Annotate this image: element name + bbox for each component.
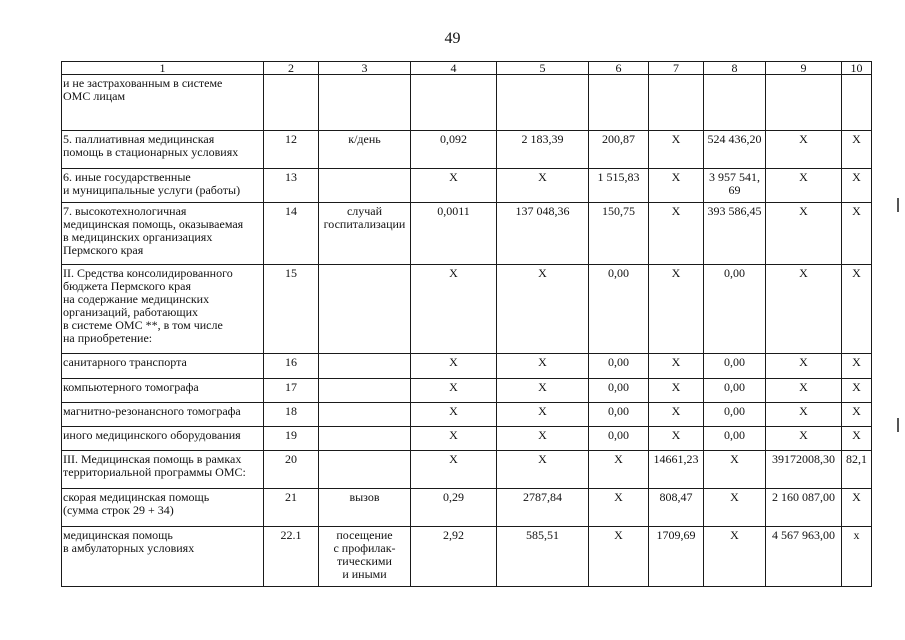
table-cell: 150,75: [589, 203, 649, 265]
table-cell: [319, 379, 411, 403]
table-cell: X: [411, 427, 497, 451]
table-cell: 21: [264, 489, 319, 527]
table-row: [62, 527, 872, 587]
table-cell: [319, 403, 411, 427]
table-cell: X: [842, 379, 872, 403]
column-header-2: 2: [264, 62, 319, 75]
table-cell: X: [411, 403, 497, 427]
table-cell: [319, 265, 411, 354]
table-row: [62, 203, 872, 265]
table-cell: [766, 75, 842, 131]
table-cell: X: [649, 265, 704, 354]
table-cell: [319, 354, 411, 379]
table-cell: 137 048,36: [497, 203, 589, 265]
table-cell: X: [649, 403, 704, 427]
table-cell: 82,1: [842, 451, 872, 489]
table-cell: X: [766, 403, 842, 427]
row-label-cell: иного медицинского оборудования: [62, 427, 264, 451]
column-header-9: 9: [766, 62, 842, 75]
table-cell: 585,51: [497, 527, 589, 587]
table-row: [62, 131, 872, 169]
row-label-cell: 6. иные государственные и муниципальные услуги (работы): [62, 169, 264, 203]
table-cell: [411, 75, 497, 131]
row-label-cell: магнитно-резонансного томографа: [62, 403, 264, 427]
table-cell: X: [649, 203, 704, 265]
table-cell: X: [649, 169, 704, 203]
table-cell: [497, 75, 589, 131]
table-cell: 0,00: [589, 427, 649, 451]
table-row: [62, 427, 872, 451]
table-cell: X: [589, 451, 649, 489]
table-cell: 2 183,39: [497, 131, 589, 169]
table-cell: X: [649, 354, 704, 379]
table-cell: X: [766, 354, 842, 379]
column-header-5: 5: [497, 62, 589, 75]
table-cell: X: [842, 354, 872, 379]
table-cell: X: [842, 403, 872, 427]
table-cell: x: [842, 527, 872, 587]
table-cell: вызов: [319, 489, 411, 527]
row-label-cell: компьютерного томографа: [62, 379, 264, 403]
row-label-cell: 7. высокотехнологичная медицинская помощь, оказываемая в медицинских организациях Пермского края: [62, 203, 264, 265]
table-cell: 0,092: [411, 131, 497, 169]
row-label-cell: медицинская помощь в амбулаторных условиях: [62, 527, 264, 587]
table-cell: X: [766, 203, 842, 265]
column-header-7: 7: [649, 62, 704, 75]
table-cell: X: [497, 169, 589, 203]
table-cell: 0,00: [704, 265, 766, 354]
table-row: [62, 403, 872, 427]
table-cell: 808,47: [649, 489, 704, 527]
table-cell: 2,92: [411, 527, 497, 587]
table-cell: X: [411, 379, 497, 403]
table-cell: 22.1: [264, 527, 319, 587]
table-cell: X: [842, 203, 872, 265]
table-cell: X: [766, 265, 842, 354]
table-cell: 0,00: [589, 379, 649, 403]
table-cell: 13: [264, 169, 319, 203]
table-cell: 0,00: [704, 379, 766, 403]
table-cell: 0,00: [704, 354, 766, 379]
table-cell: X: [766, 169, 842, 203]
table-row: [62, 75, 872, 131]
column-header-3: 3: [319, 62, 411, 75]
table-cell: 0,00: [704, 427, 766, 451]
table-cell: X: [497, 427, 589, 451]
table-cell: 3 957 541, 69: [704, 169, 766, 203]
table-row: [62, 489, 872, 527]
table-cell: 1709,69: [649, 527, 704, 587]
table-cell: 2787,84: [497, 489, 589, 527]
table-cell: X: [497, 265, 589, 354]
table-cell: X: [842, 427, 872, 451]
header-row: [62, 62, 872, 75]
table-cell: X: [411, 451, 497, 489]
table-cell: 1 515,83: [589, 169, 649, 203]
table-cell: X: [497, 403, 589, 427]
table-cell: 393 586,45: [704, 203, 766, 265]
table-cell: [589, 75, 649, 131]
table-cell: 12: [264, 131, 319, 169]
table-row: [62, 379, 872, 403]
table-cell: [319, 169, 411, 203]
table-row: [62, 451, 872, 489]
table-cell: [704, 75, 766, 131]
row-label-cell: скорая медицинская помощь (сумма строк 29 + 34): [62, 489, 264, 527]
table-cell: 0,00: [589, 403, 649, 427]
table-cell: X: [842, 169, 872, 203]
table-cell: X: [766, 379, 842, 403]
column-header-6: 6: [589, 62, 649, 75]
table-cell: 39172008,30: [766, 451, 842, 489]
column-header-10: 10: [842, 62, 872, 75]
table-cell: 18: [264, 403, 319, 427]
scan-edge-mark: [897, 198, 899, 212]
table-cell: 0,00: [589, 265, 649, 354]
table-cell: X: [766, 427, 842, 451]
table-cell: посещение с профилак- тическими и иными: [319, 527, 411, 587]
row-label-cell: и не застрахованным в системе ОМС лицам: [62, 75, 264, 131]
table-cell: 16: [264, 354, 319, 379]
table-row: [62, 265, 872, 354]
table-cell: [842, 75, 872, 131]
table-cell: 17: [264, 379, 319, 403]
table-row: [62, 354, 872, 379]
table-cell: 15: [264, 265, 319, 354]
table-cell: 0,00: [589, 354, 649, 379]
table-cell: 19: [264, 427, 319, 451]
data-table: [61, 61, 872, 587]
column-header-1: 1: [62, 62, 264, 75]
row-label-cell: 5. паллиативная медицинская помощь в стационарных условиях: [62, 131, 264, 169]
column-header-4: 4: [411, 62, 497, 75]
table-cell: X: [766, 131, 842, 169]
table-cell: X: [497, 354, 589, 379]
table-cell: X: [842, 265, 872, 354]
table-cell: к/день: [319, 131, 411, 169]
table-cell: X: [411, 169, 497, 203]
table-cell: X: [649, 379, 704, 403]
table-cell: 200,87: [589, 131, 649, 169]
table-cell: 14661,23: [649, 451, 704, 489]
table-cell: 14: [264, 203, 319, 265]
scan-edge-mark: [897, 418, 899, 432]
table-row: [62, 169, 872, 203]
table-cell: X: [589, 489, 649, 527]
table-cell: 524 436,20: [704, 131, 766, 169]
table-cell: 0,00: [704, 403, 766, 427]
table-cell: случай госпитализации: [319, 203, 411, 265]
table-cell: 4 567 963,00: [766, 527, 842, 587]
table-cell: 2 160 087,00: [766, 489, 842, 527]
table-cell: X: [589, 527, 649, 587]
table-cell: [649, 75, 704, 131]
table-cell: X: [842, 489, 872, 527]
table-cell: 0,29: [411, 489, 497, 527]
table-cell: X: [842, 131, 872, 169]
table-cell: X: [497, 379, 589, 403]
row-label-cell: III. Медицинская помощь в рамках территориальной программы ОМС:: [62, 451, 264, 489]
table-cell: 0,0011: [411, 203, 497, 265]
table-cell: 20: [264, 451, 319, 489]
page-number: 49: [444, 30, 461, 47]
column-header-8: 8: [704, 62, 766, 75]
table-cell: [319, 451, 411, 489]
table-cell: X: [704, 527, 766, 587]
table-cell: X: [497, 451, 589, 489]
table-cell: X: [704, 451, 766, 489]
row-label-cell: II. Средства консолидированного бюджета Пермского края на содержание медицинских организаций, работающих в системе ОМС **, в том числе на приобретение:: [62, 265, 264, 354]
table-cell: [264, 75, 319, 131]
table-cell: X: [649, 427, 704, 451]
table-cell: X: [411, 265, 497, 354]
table-cell: X: [411, 354, 497, 379]
table-cell: X: [649, 131, 704, 169]
table-cell: X: [704, 489, 766, 527]
row-label-cell: санитарного транспорта: [62, 354, 264, 379]
table-body: [62, 75, 872, 587]
table-cell: [319, 427, 411, 451]
table-cell: [319, 75, 411, 131]
